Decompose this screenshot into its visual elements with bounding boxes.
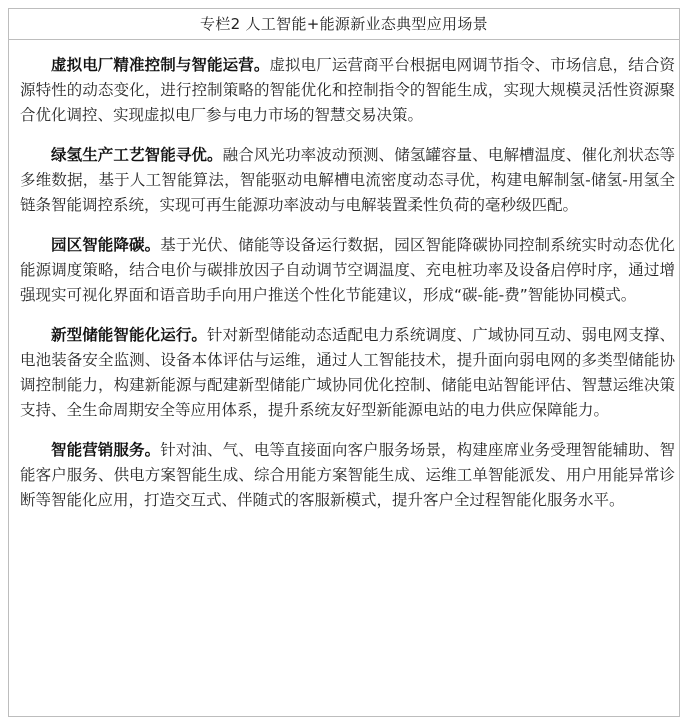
section-body: 针对新型储能动态适配电力系统调度、广域协同互动、弱电网支撑、电池装备安全监测、设备本体评估与运维，通过人工智能技术，提升面向弱电网的多类型储能协调控制能力，构建新能源与配建新型储能广域协同优化控制、储能电站智能评估、智慧运维决策支持、全生命周期安全等应用体系，提升系统友好型新能源电站的电力供应保障能力。 — [20, 326, 675, 419]
section-body: 基于光伏、储能等设备运行数据，园区智能降碳协同控制系统实时动态优化能源调度策略，结合电价与碳排放因子自动调节空调温度、充电桩功率及设备启停时序，通过增强现实可视化界面和语音助手向用户推送个性化节能建议，形成“碳-能-费”智能协同模式。 — [20, 236, 675, 304]
section-body: 针对油、气、电等直接面向客户服务场景，构建座席业务受理智能辅助、智能客户服务、供电方案智能生成、综合用能方案智能生成、运维工单智能派发、用户用能异常诊断等智能化应用，打造交互式、伴随式的客服新模式，提升客户全过程智能化服务水平。 — [20, 441, 675, 509]
section-heading: 园区智能降碳。 — [51, 236, 161, 254]
section-park-carbon-reduction — [20, 233, 675, 308]
section-body: 融合风光功率波动预测、储氢罐容量、电解槽温度、催化剂状态等多维数据，基于人工智能算法，智能驱动电解槽电流密度动态寻优，构建电解制氢-储氢-用氢全链条智能调控系统，实现可再生能源功率波动与电解装置柔性负荷的毫秒级匹配。 — [20, 146, 675, 214]
feature-box — [8, 8, 680, 717]
box-content — [9, 40, 679, 513]
section-heading: 虚拟电厂精准控制与智能运营。 — [51, 56, 270, 74]
section-green-hydrogen — [20, 143, 675, 218]
section-energy-storage — [20, 323, 675, 423]
box-title: 专栏2 人工智能+能源新业态典型应用场景 — [9, 9, 679, 40]
section-body: 虚拟电厂运营商平台根据电网调节指令、市场信息，结合资源特性的动态变化，进行控制策略的智能优化和控制指令的智能生成，实现大规模灵活性资源聚合优化调控、实现虚拟电厂参与电力市场的智慧交易决策。 — [20, 56, 675, 124]
section-virtual-power-plant — [20, 53, 675, 128]
section-heading: 绿氢生产工艺智能寻优。 — [51, 146, 223, 164]
section-heading: 智能营销服务。 — [51, 441, 161, 459]
section-smart-marketing — [20, 438, 675, 513]
section-heading: 新型储能智能化运行。 — [51, 326, 208, 344]
